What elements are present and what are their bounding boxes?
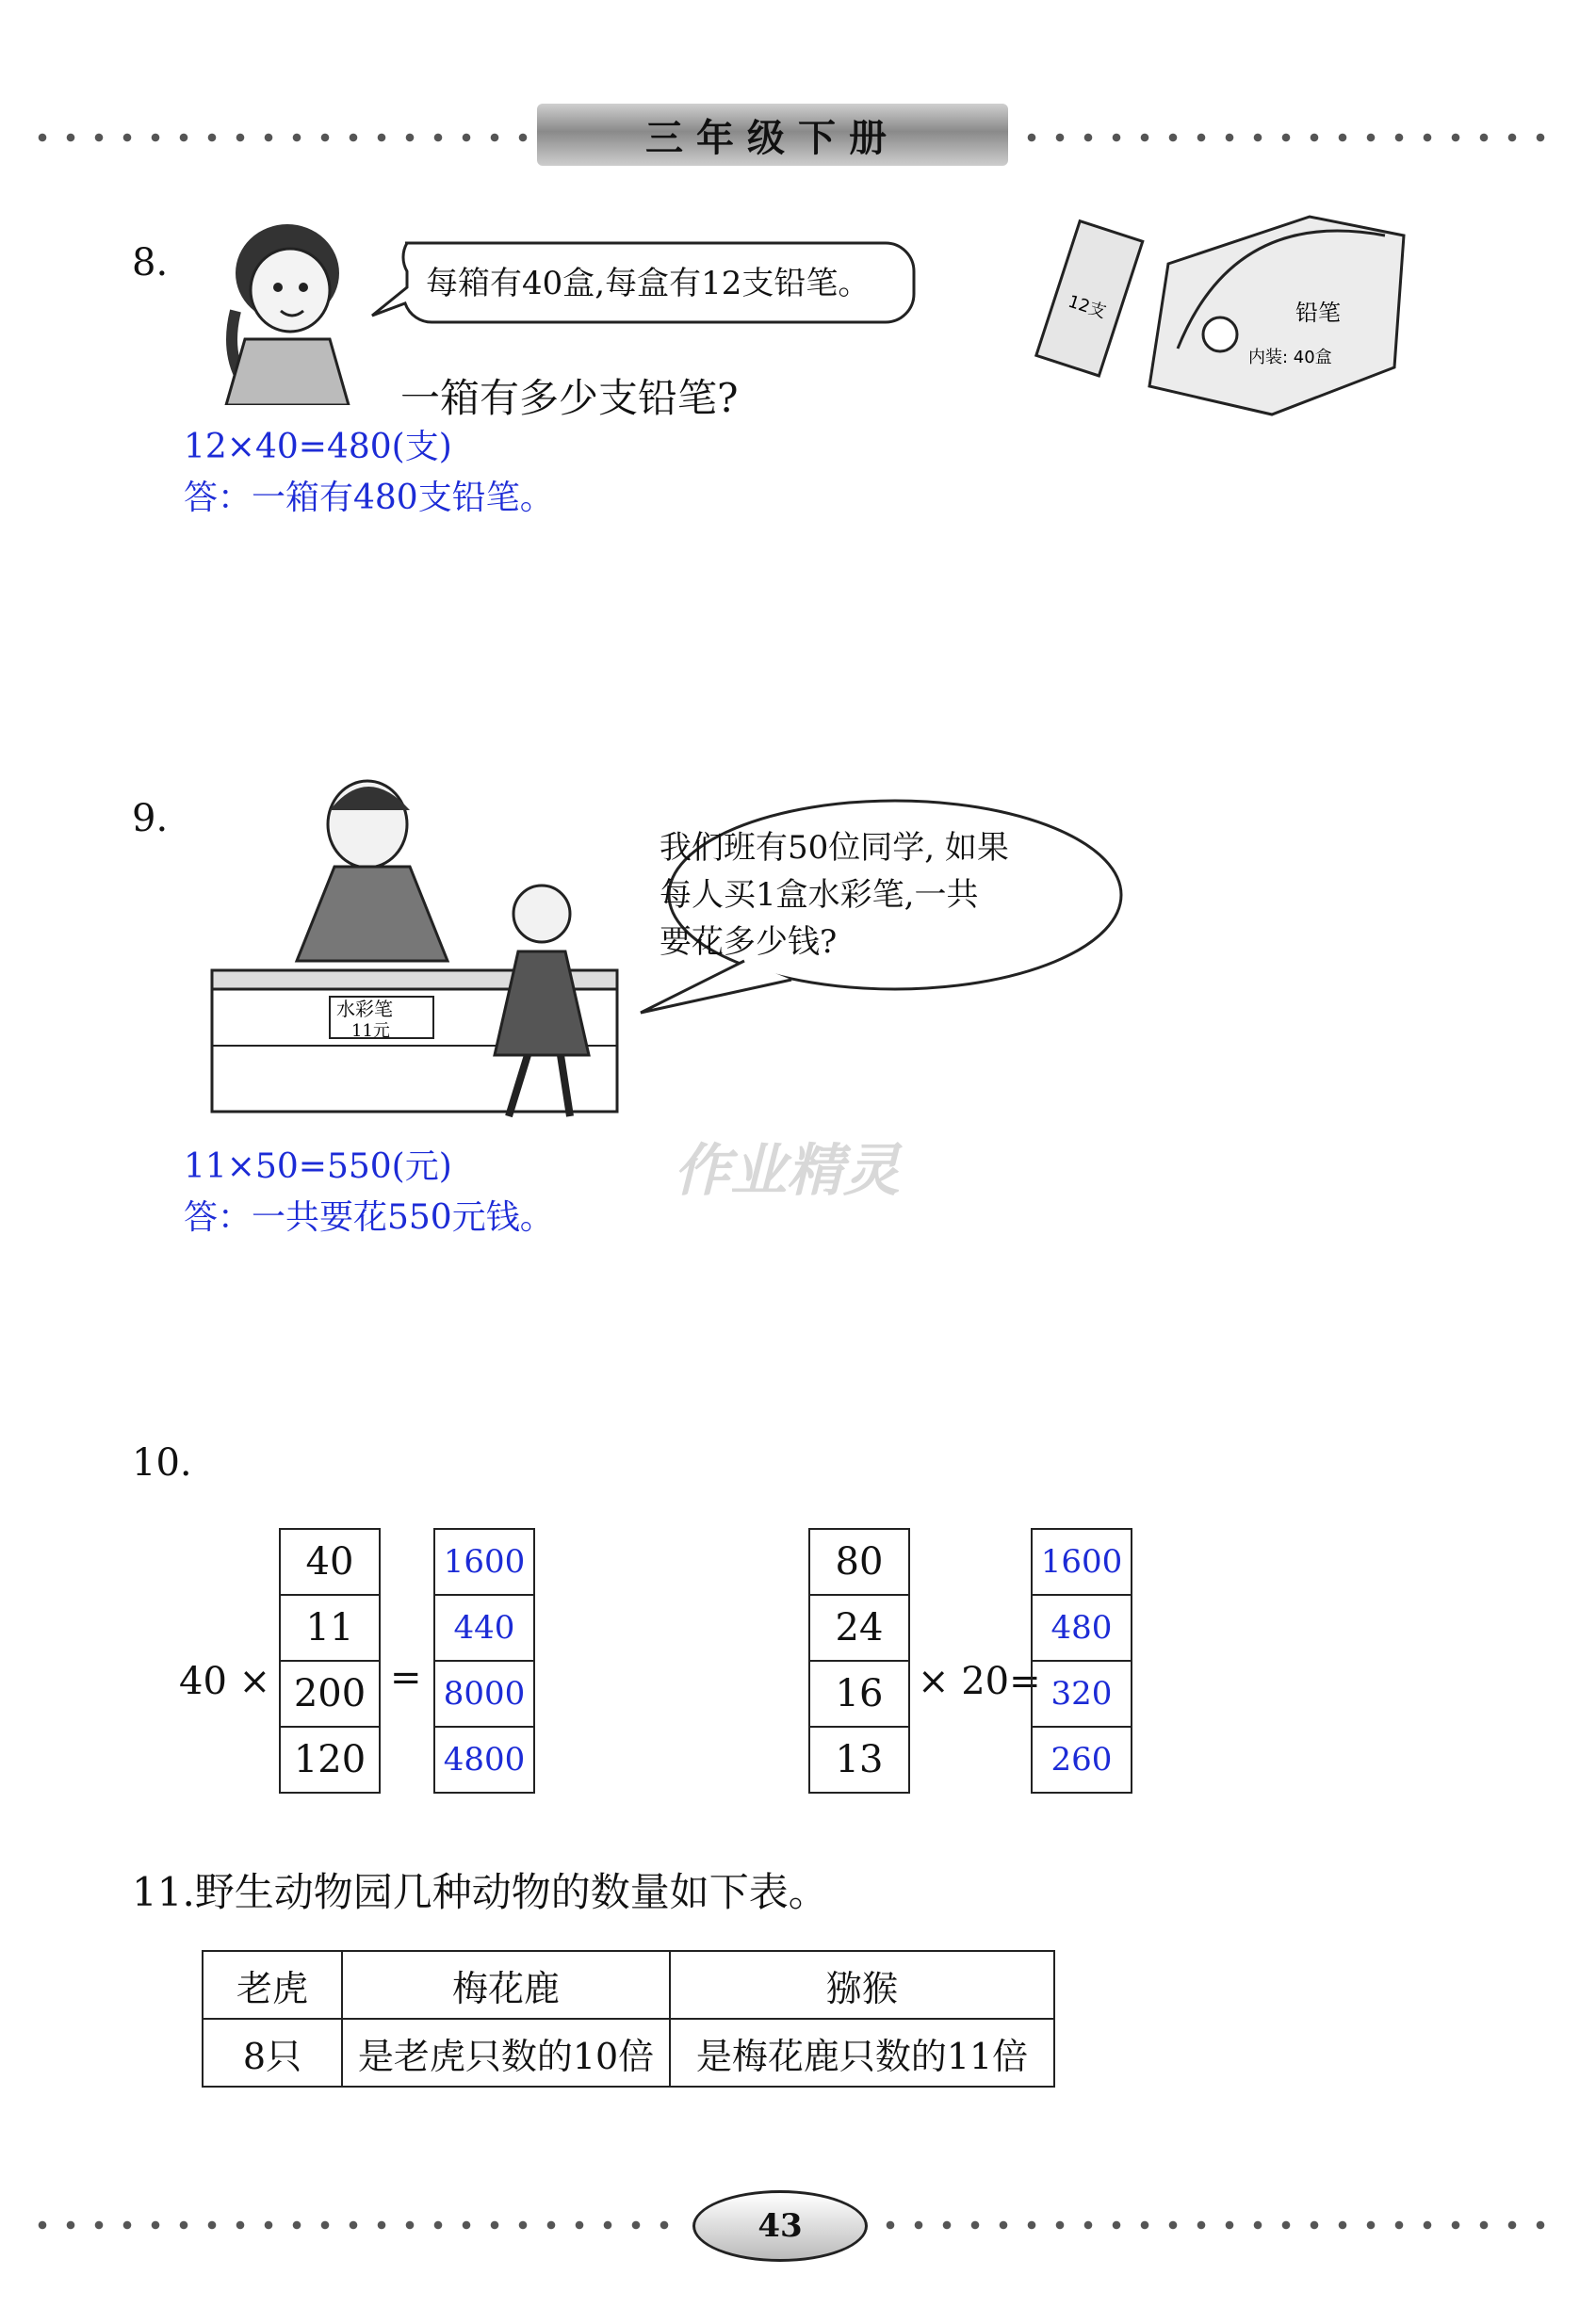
- q9-speech-line1: 我们班有50位同学, 如果: [660, 829, 1009, 867]
- footer-dots-left: [28, 2219, 688, 2231]
- q10-left-input-1: 40: [280, 1529, 380, 1595]
- animal-table-header-row: [203, 1951, 1054, 2019]
- q8-speech-bubble: [367, 236, 923, 330]
- q10-left-result-1: 1600: [434, 1529, 534, 1595]
- pencil-boxes-illustration: [1027, 207, 1413, 424]
- animal-table-value-row: [203, 2019, 1054, 2087]
- q8-question: 一箱有多少支铅笔?: [400, 375, 739, 421]
- small-box-label: 12支: [1066, 291, 1109, 323]
- header-band: [537, 104, 1008, 166]
- q10-right-results: [1031, 1528, 1132, 1794]
- q8-number: 8.: [132, 241, 169, 284]
- q10-right-result-3: 320: [1032, 1661, 1132, 1727]
- header-dots-right: [1018, 132, 1564, 143]
- q10-left-input-2: 11: [280, 1595, 380, 1661]
- header-macaque: 猕猴: [670, 1951, 1054, 2019]
- q9-answer-line2: 答：一共要花550元钱。: [184, 1198, 554, 1237]
- q11-title: 11.野生动物园几种动物的数量如下表。: [132, 1869, 828, 1915]
- price-sign-line2: 11元: [351, 1021, 390, 1041]
- watermark: 作业精灵: [674, 1138, 900, 1204]
- q10-left-result-4: 4800: [434, 1727, 534, 1793]
- q10-left-results: [433, 1528, 535, 1794]
- page-number: 43: [692, 2190, 868, 2262]
- header-deer: 梅花鹿: [342, 1951, 670, 2019]
- q10-left-prefix: 40 ×: [179, 1660, 271, 1703]
- value-deer: 是老虎只数的10倍: [342, 2019, 670, 2087]
- q10-right-input-1: 80: [809, 1529, 909, 1595]
- footer-dots-right: [876, 2219, 1564, 2231]
- q10-right-result-4: 260: [1032, 1727, 1132, 1793]
- q10-left-result-3: 8000: [434, 1661, 534, 1727]
- price-sign-line1: 水彩笔: [336, 998, 393, 1020]
- large-box-content: 内装: 40盒: [1248, 348, 1332, 367]
- q10-right-input-2: 24: [809, 1595, 909, 1661]
- value-tiger: 8只: [203, 2019, 342, 2087]
- q10-right-operator: × 20=: [918, 1660, 1041, 1703]
- q8-answer-line1: 12×40=480(支): [184, 428, 452, 466]
- q10-right-result-2: 480: [1032, 1595, 1132, 1661]
- q9-speech-line2: 每人买1盒水彩笔,一共: [660, 876, 979, 914]
- q10-right-inputs: [808, 1528, 910, 1794]
- q10-left-input-3: 200: [280, 1661, 380, 1727]
- q8-speech-text: 每箱有40盒,每盒有12支铅笔。: [426, 265, 871, 302]
- q10-right-input-3: 16: [809, 1661, 909, 1727]
- value-macaque: 是梅花鹿只数的11倍: [670, 2019, 1054, 2087]
- q10-number: 10.: [132, 1441, 192, 1485]
- q9-answer-line1: 11×50=550(元): [184, 1147, 452, 1186]
- q8-answer-line2: 答：一箱有480支铅笔。: [184, 479, 554, 517]
- header-title: 三年级下册: [645, 116, 900, 160]
- q10-left-result-2: 440: [434, 1595, 534, 1661]
- q9-speech-line3: 要花多少钱?: [660, 923, 838, 961]
- q10-left-input-4: 120: [280, 1727, 380, 1793]
- shop-illustration: [193, 772, 627, 1130]
- q10-right-result-1: 1600: [1032, 1529, 1132, 1595]
- animal-table: [202, 1950, 1055, 2088]
- header-tiger: 老虎: [203, 1951, 342, 2019]
- q10-right-input-4: 13: [809, 1727, 909, 1793]
- q9-number: 9.: [132, 797, 169, 840]
- header-dots-left: [28, 132, 537, 143]
- girl-illustration: [207, 217, 367, 405]
- q10-left-inputs: [279, 1528, 381, 1794]
- q10-left-equals: =: [390, 1656, 422, 1699]
- large-box-label: 铅笔: [1295, 300, 1341, 326]
